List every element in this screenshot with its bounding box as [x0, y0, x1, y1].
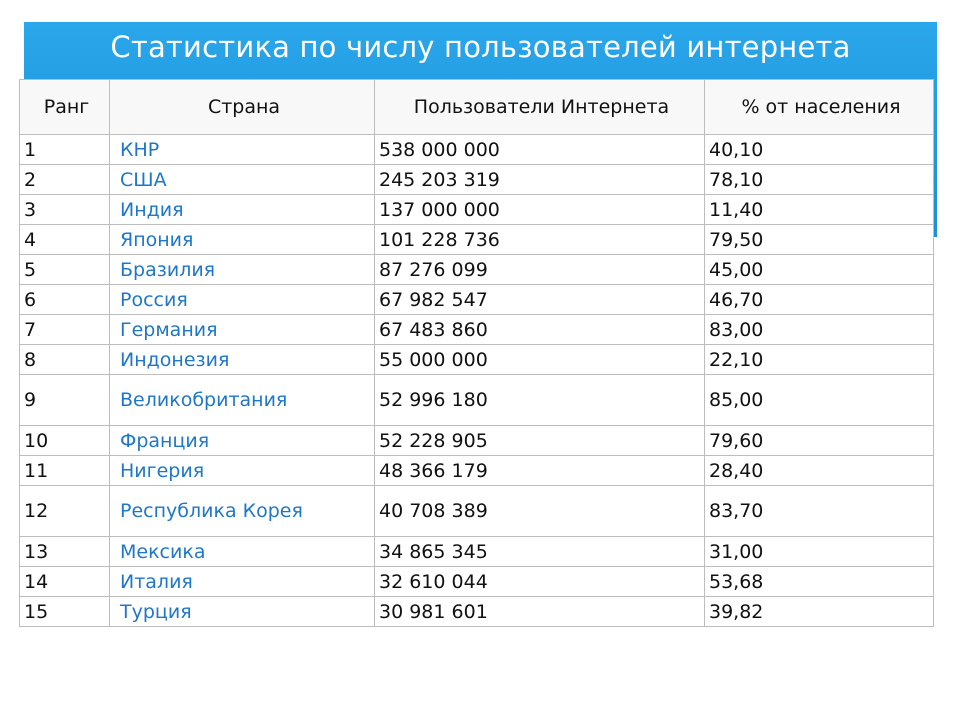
table-row [20, 255, 934, 285]
rank-cell: 8 [20, 345, 110, 375]
rank-cell: 13 [20, 537, 110, 567]
users-cell: 87 276 099 [375, 255, 705, 285]
table-row [20, 456, 934, 486]
rank-cell: 5 [20, 255, 110, 285]
users-cell: 245 203 319 [375, 165, 705, 195]
country-cell: Мексика [110, 537, 375, 567]
percent-cell: 79,50 [705, 225, 934, 255]
country-cell: Франция [110, 426, 375, 456]
table-row [20, 135, 934, 165]
country-cell: Великобритания [110, 375, 375, 426]
table-row [20, 375, 934, 426]
users-cell: 32 610 044 [375, 567, 705, 597]
header-country: Страна [110, 80, 375, 135]
table-row [20, 225, 934, 255]
percent-cell: 28,40 [705, 456, 934, 486]
country-cell: США [110, 165, 375, 195]
table-row [20, 567, 934, 597]
rank-cell: 10 [20, 426, 110, 456]
rank-cell: 2 [20, 165, 110, 195]
percent-cell: 39,82 [705, 597, 934, 627]
header-percent: % от населения [705, 80, 934, 135]
country-cell: КНР [110, 135, 375, 165]
users-cell: 137 000 000 [375, 195, 705, 225]
percent-cell: 83,00 [705, 315, 934, 345]
percent-cell: 40,10 [705, 135, 934, 165]
rank-cell: 4 [20, 225, 110, 255]
rank-cell: 11 [20, 456, 110, 486]
rank-cell: 7 [20, 315, 110, 345]
country-cell: Нигерия [110, 456, 375, 486]
table-row [20, 537, 934, 567]
rank-cell: 12 [20, 486, 110, 537]
internet-users-table [19, 79, 934, 627]
country-cell: Италия [110, 567, 375, 597]
users-cell: 101 228 736 [375, 225, 705, 255]
table-header-row [20, 80, 934, 135]
percent-cell: 83,70 [705, 486, 934, 537]
percent-cell: 46,70 [705, 285, 934, 315]
table-row [20, 426, 934, 456]
percent-cell: 31,00 [705, 537, 934, 567]
users-cell: 52 228 905 [375, 426, 705, 456]
table-row [20, 345, 934, 375]
country-cell: Индия [110, 195, 375, 225]
country-cell: Индонезия [110, 345, 375, 375]
country-cell: Россия [110, 285, 375, 315]
percent-cell: 78,10 [705, 165, 934, 195]
users-cell: 67 483 860 [375, 315, 705, 345]
users-cell: 40 708 389 [375, 486, 705, 537]
percent-cell: 45,00 [705, 255, 934, 285]
country-cell: Бразилия [110, 255, 375, 285]
country-cell: Япония [110, 225, 375, 255]
table-row [20, 285, 934, 315]
users-cell: 67 982 547 [375, 285, 705, 315]
percent-cell: 79,60 [705, 426, 934, 456]
table-row [20, 315, 934, 345]
country-cell: Турция [110, 597, 375, 627]
rank-cell: 9 [20, 375, 110, 426]
users-cell: 48 366 179 [375, 456, 705, 486]
users-cell: 55 000 000 [375, 345, 705, 375]
users-cell: 52 996 180 [375, 375, 705, 426]
rank-cell: 15 [20, 597, 110, 627]
table-row [20, 597, 934, 627]
users-cell: 538 000 000 [375, 135, 705, 165]
slide-title: Статистика по числу пользователей интернета [110, 30, 851, 64]
users-cell: 30 981 601 [375, 597, 705, 627]
rank-cell: 3 [20, 195, 110, 225]
table-row [20, 486, 934, 537]
percent-cell: 53,68 [705, 567, 934, 597]
country-cell: Германия [110, 315, 375, 345]
users-cell: 34 865 345 [375, 537, 705, 567]
percent-cell: 85,00 [705, 375, 934, 426]
table-row [20, 195, 934, 225]
percent-cell: 22,10 [705, 345, 934, 375]
rank-cell: 6 [20, 285, 110, 315]
header-rank: Ранг [20, 80, 110, 135]
country-cell: Республика Корея [110, 486, 375, 537]
rank-cell: 1 [20, 135, 110, 165]
percent-cell: 11,40 [705, 195, 934, 225]
table-row [20, 165, 934, 195]
header-users: Пользователи Интернета [375, 80, 705, 135]
rank-cell: 14 [20, 567, 110, 597]
